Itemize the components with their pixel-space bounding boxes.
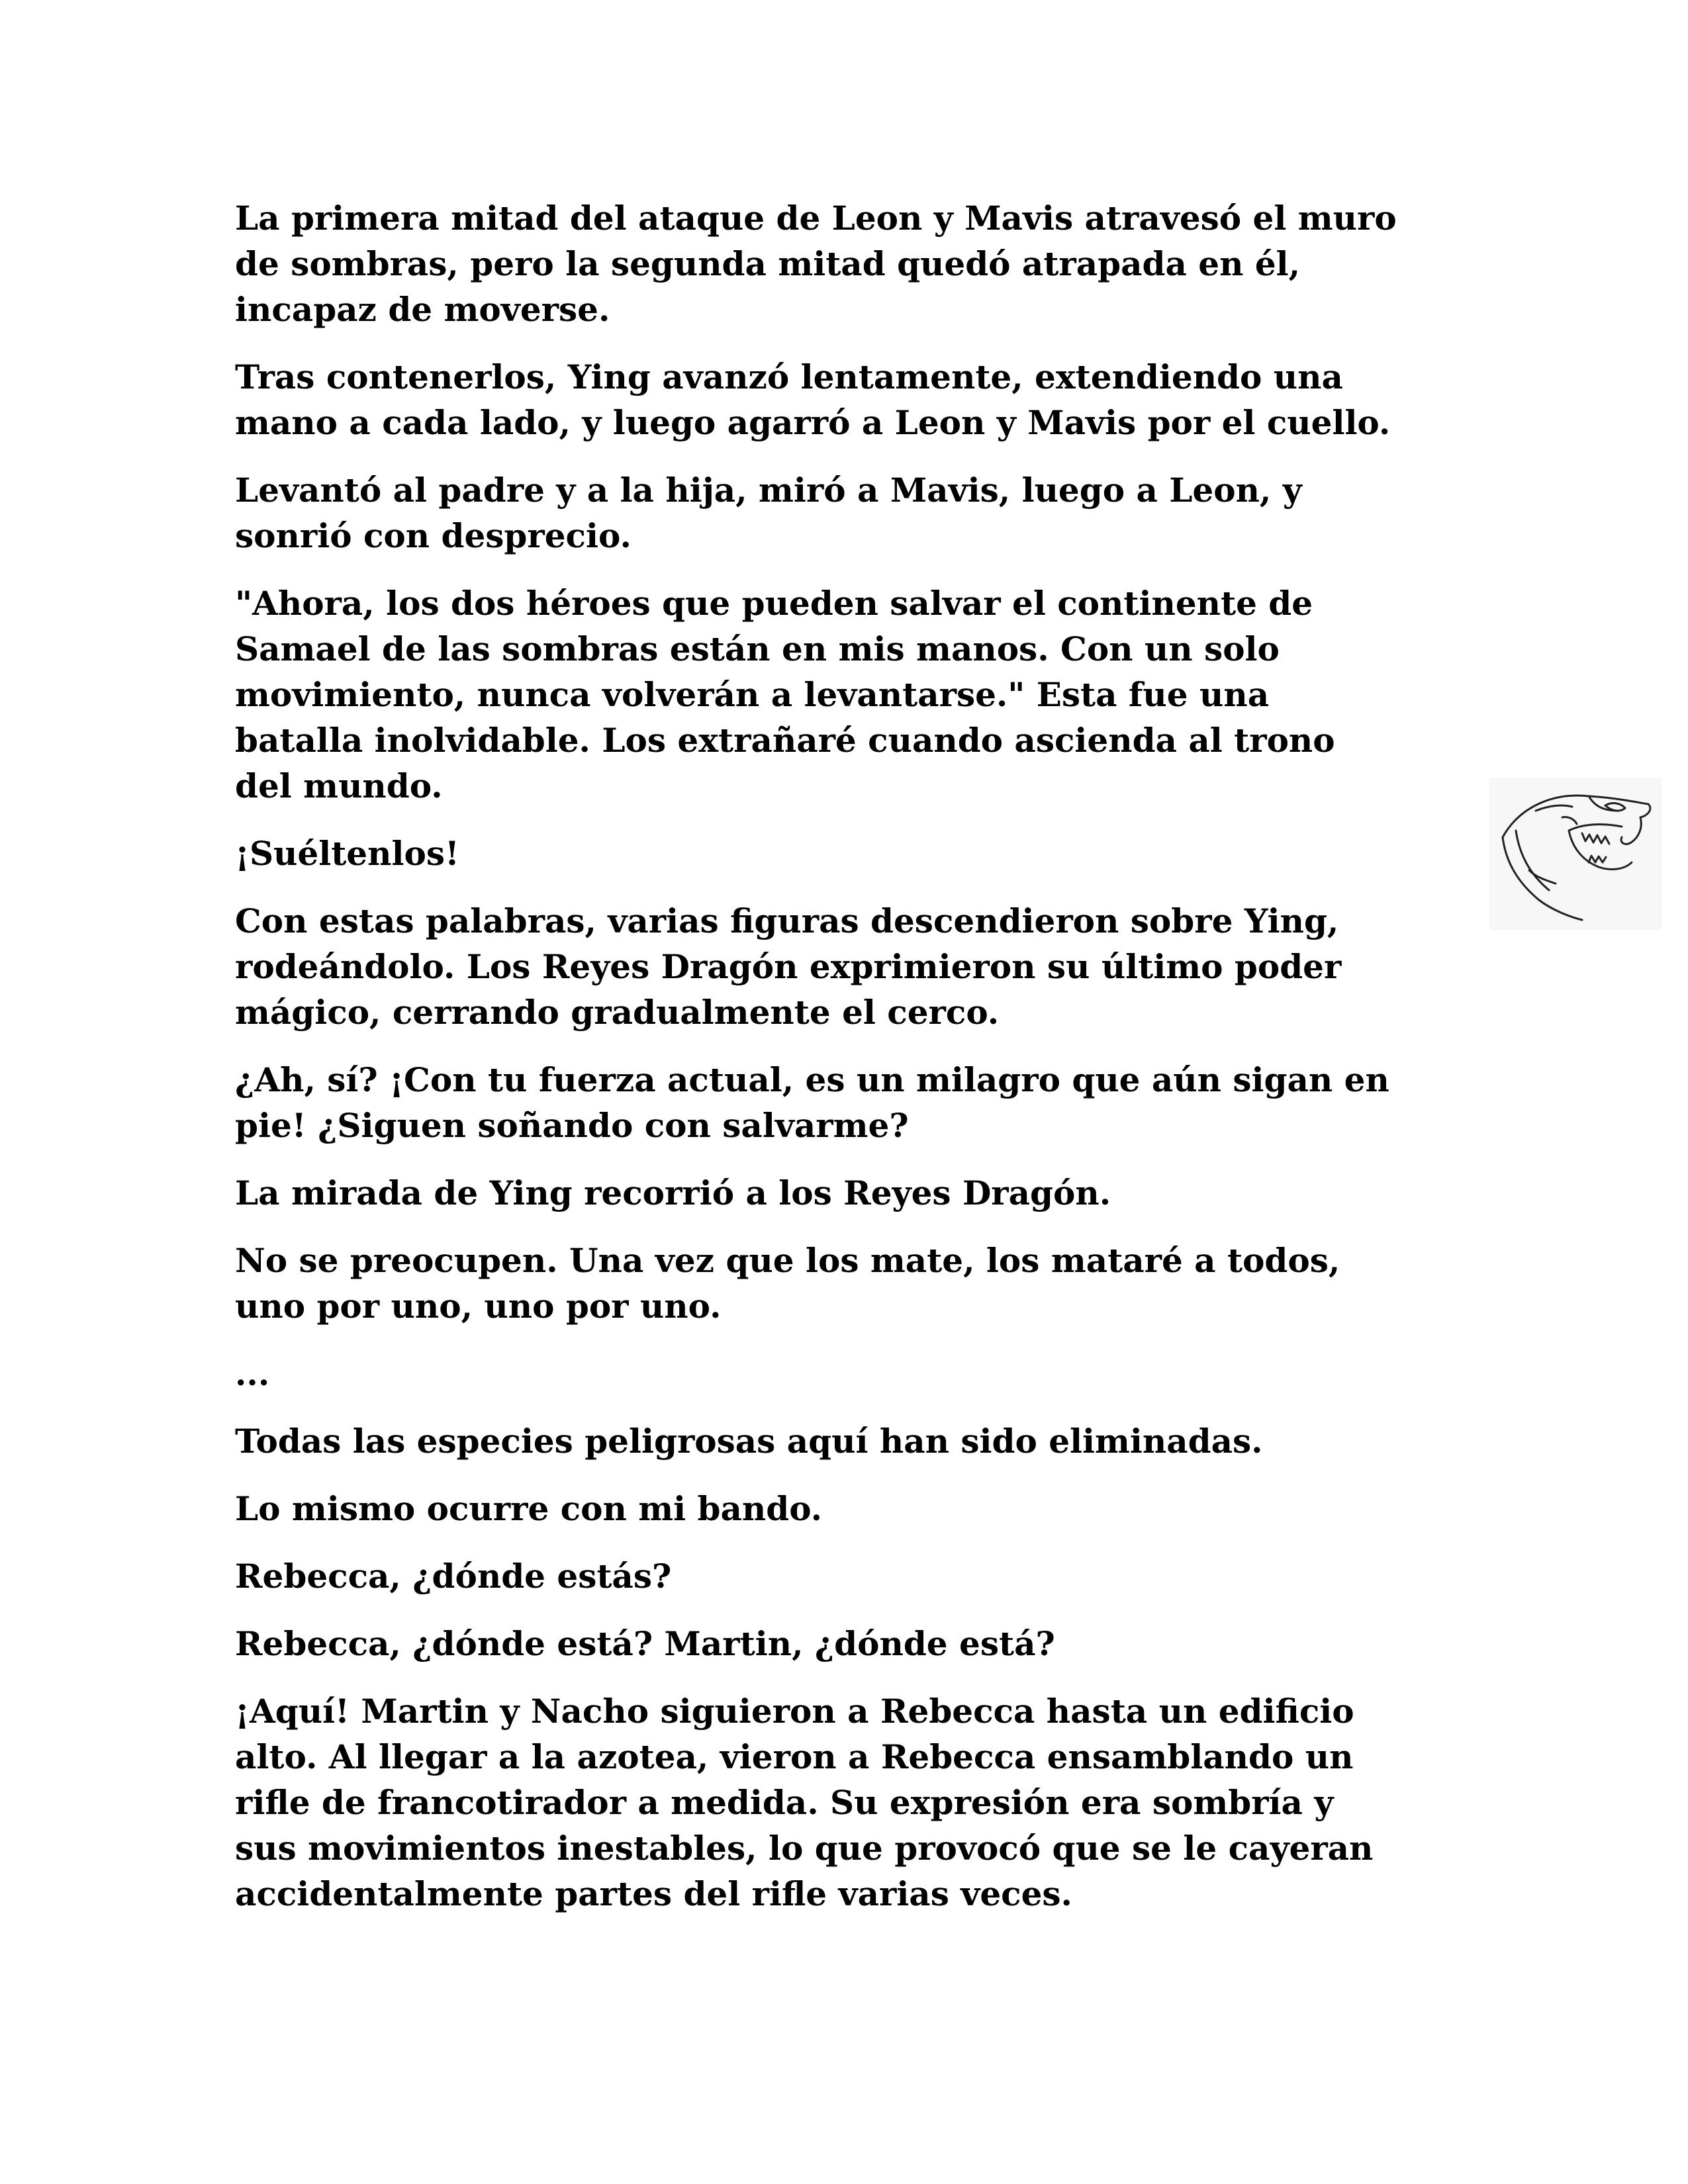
paragraph-14: Rebecca, ¿dónde está? Martin, ¿dónde está?	[235, 1624, 1055, 1663]
paragraph-4: "Ahora, los dos héroes que pueden salvar el continente de Samael de las sombras están en mis manos. Con un solo movimiento, nunca volverán a levantarse." Esta fue una batalla inolvidable. Los extrañaré cuando ascienda al trono del mundo.	[235, 584, 1335, 805]
paragraph-10: ...	[235, 1354, 270, 1393]
paragraph-9: No se preocupen. Una vez que los mate, los mataré a todos, uno por uno, uno por uno.	[235, 1241, 1340, 1326]
paragraph-7: ¿Ah, sí? ¡Con tu fuerza actual, es un milagro que aún sigan en pie! ¿Siguen soñando con salvarme?	[235, 1060, 1389, 1145]
paragraph-8: La mirada de Ying recorrió a los Reyes Dragón.	[235, 1173, 1111, 1212]
paragraph-3: Levantó al padre y a la hija, miró a Mavis, luego a Leon, y sonrió con desprecio.	[235, 471, 1302, 555]
paragraph-5: ¡Suéltenlos!	[235, 834, 459, 873]
paragraph-11: Todas las especies peligrosas aquí han sido eliminadas.	[235, 1422, 1263, 1461]
paragraph-6: Con estas palabras, varias figuras descendieron sobre Ying, rodeándolo. Los Reyes Dragón exprimieron su último poder mágico, cerrando gradualmente el cerco.	[235, 901, 1342, 1032]
dragon-head-sketch-icon	[1489, 778, 1662, 930]
paragraph-13: Rebecca, ¿dónde estás?	[235, 1557, 672, 1596]
paragraph-12: Lo mismo ocurre con mi bando.	[235, 1489, 823, 1528]
paragraph-1: La primera mitad del ataque de Leon y Mavis atravesó el muro de sombras, pero la segunda mitad quedó atrapada en él, incapaz de moverse.	[235, 199, 1397, 329]
paragraph-2: Tras contenerlos, Ying avanzó lentamente, extendiendo una mano a cada lado, y luego agarró a Leon y Mavis por el cuello.	[235, 357, 1391, 442]
story-text	[235, 195, 1479, 1938]
paragraph-15: ¡Aquí! Martin y Nacho siguieron a Rebecca hasta un edificio alto. Al llegar a la azotea, vieron a Rebecca ensamblando un rifle de francotirador a medida. Su expresión era sombría y sus movimientos inestables, lo que provocó que se le cayeran accidentalmente partes del rifle varias veces.	[235, 1692, 1374, 1913]
